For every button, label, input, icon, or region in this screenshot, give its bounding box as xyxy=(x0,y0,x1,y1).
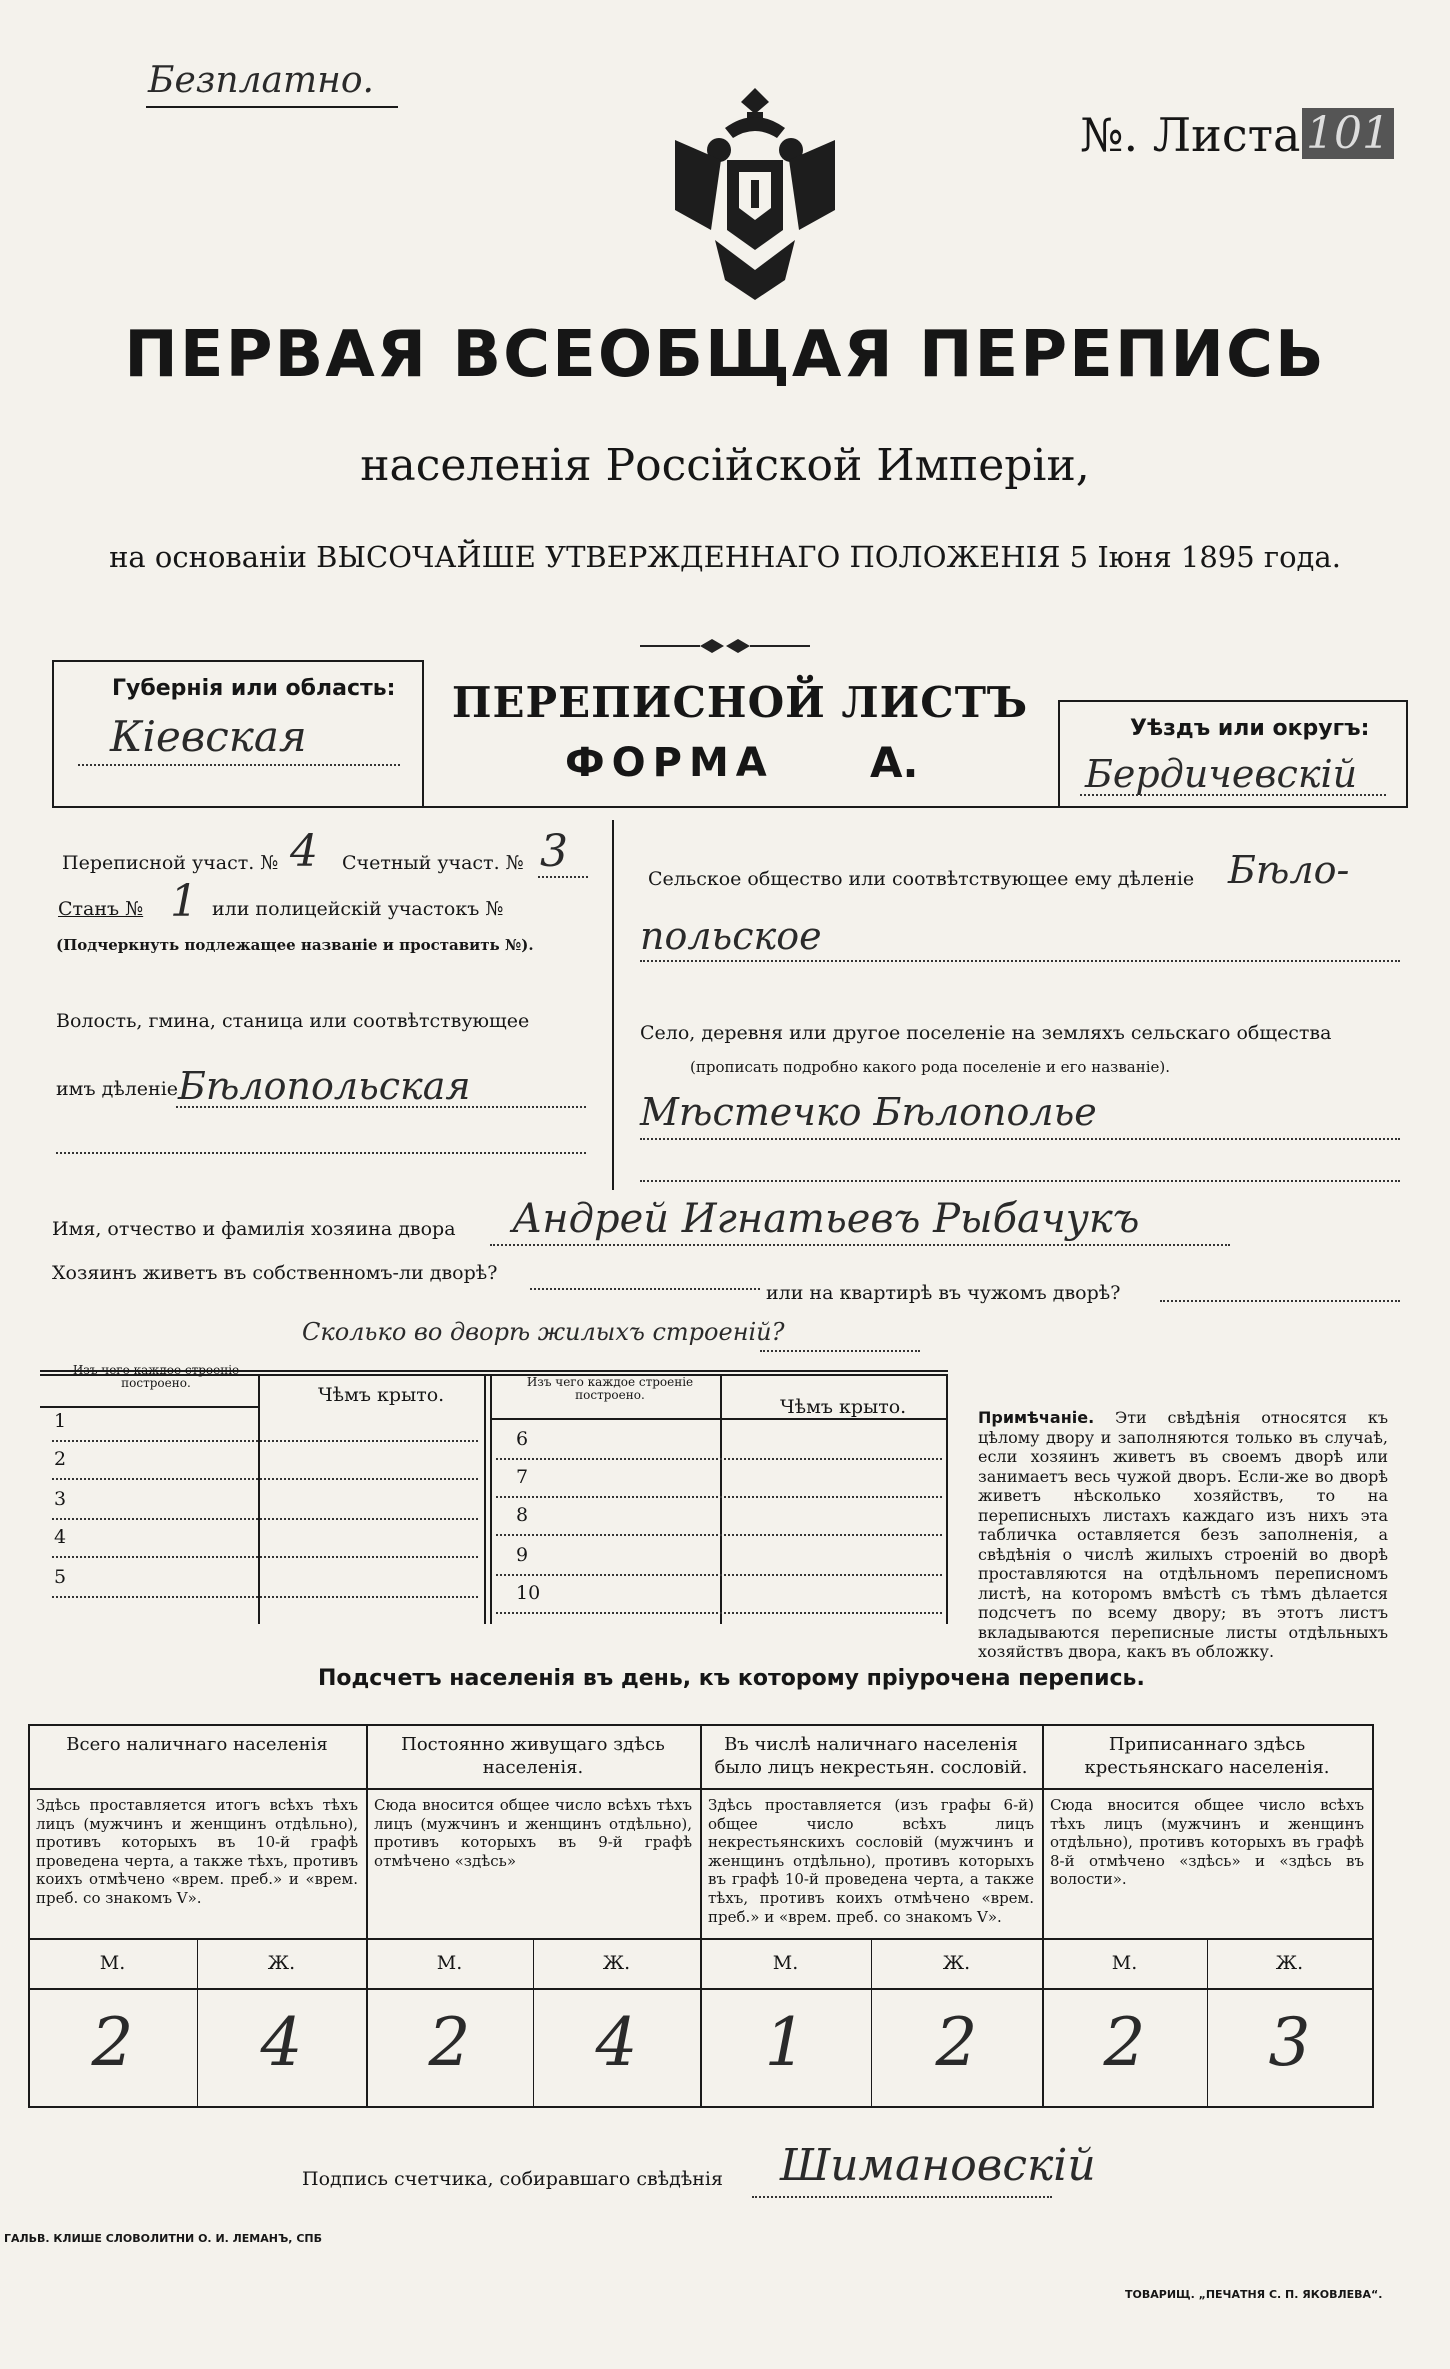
stan-value: 1 xyxy=(170,876,198,927)
remark-title: Примѣчаніе. xyxy=(978,1408,1095,1427)
society-label: Сельское общество или соотвѣтствующее ему дѣленіе xyxy=(648,868,1195,890)
buildings-head-rule-right xyxy=(490,1418,946,1420)
village-rule xyxy=(640,1138,1400,1140)
building-row-number: 2 xyxy=(54,1448,67,1470)
double-headed-eagle-emblem xyxy=(655,80,855,310)
col-roofed-right: Чѣмъ крыто. xyxy=(780,1396,907,1418)
building-row-rule xyxy=(496,1496,942,1498)
pop-zh-value: 4 xyxy=(595,2004,638,2081)
sheet-number-value: 101 xyxy=(1302,108,1394,159)
pop-bottom-rule xyxy=(28,2106,1374,2108)
buildings-head-rule-left xyxy=(40,1406,258,1408)
building-row-rule xyxy=(52,1596,478,1598)
buildings-label: Сколько во дворѣ жилыхъ строеній? xyxy=(302,1318,785,1346)
box-left-edge xyxy=(52,660,54,808)
box-bottom-rule xyxy=(52,806,1407,808)
remark-text: Эти свѣдѣнія относятся къ цѣлому двору и заполняются только въ случаѣ, если хозяинъ живетъ въ своемъ дворѣ или занимаетъ весь чужой дворъ. Если-же во дворѣ живетъ нѣсколько хозяйствъ, то на переписныхъ листахъ каждаго изъ нихъ эта табличка оставляется безъ заполненія, а свѣдѣнія о числѣ жилыхъ строеній во дворѣ проставляются на отдѣльномъ переписномъ листѣ, на которомъ вмѣстѣ съ тѣмъ дѣлается подсчетъ по всему двору; въ этотъ листъ вкладываются переписные листы отдѣльныхъ хозяйствъ двора, какъ въ обложку. xyxy=(978,1408,1388,1662)
box-right-top xyxy=(1058,700,1408,702)
or-rented-rule xyxy=(1160,1300,1400,1302)
remark xyxy=(978,1408,1388,1662)
pop-col-header: Всего наличнаго населенія xyxy=(66,1734,328,1755)
guberniya-rule xyxy=(78,764,400,766)
col-built-of-right: Изъ чего каждое строеніе построено. xyxy=(526,1375,694,1403)
pop-m-value: 2 xyxy=(428,2004,471,2081)
buildings-rule xyxy=(760,1350,920,1352)
census-area-label: Переписной участ. № xyxy=(62,852,279,874)
volost-value: Бѣлопольская xyxy=(178,1064,471,1108)
volost-rule xyxy=(176,1106,586,1108)
building-row-number: 1 xyxy=(54,1410,67,1432)
pop-zh-value: 2 xyxy=(935,2004,978,2081)
box-left-right xyxy=(422,660,424,808)
building-row-rule xyxy=(52,1440,478,1442)
police-label: или полицейскій участокъ № xyxy=(212,898,504,920)
pop-col-rule xyxy=(1372,1724,1374,2106)
building-row-number: 10 xyxy=(516,1582,541,1604)
building-row-number: 6 xyxy=(516,1428,529,1450)
form-title: ПЕРЕПИСНОЙ ЛИСТЪ xyxy=(451,678,1029,727)
uezd-rule xyxy=(1080,794,1386,796)
signature-rule xyxy=(752,2196,1052,2198)
printer-right: ТОВАРИЩ. „ПЕЧАТНЯ С. П. ЯКОВЛЕВА“. xyxy=(1125,2288,1383,2301)
box-right-right xyxy=(1406,700,1408,808)
count-area-value: 3 xyxy=(540,826,568,877)
building-row-rule xyxy=(496,1612,942,1614)
printer-left: ГАЛЬВ. КЛИШЕ СЛОВОЛИТНИ О. И. ЛЕМАНЪ, СПБ xyxy=(4,2232,322,2245)
stan-label: Станъ № xyxy=(58,898,144,920)
signature-label: Подпись счетчика, собиравшаго свѣдѣнія xyxy=(302,2168,723,2190)
sheet-number-label: №. Листа xyxy=(1080,108,1301,162)
uezd-label: Уѣздъ или округъ: xyxy=(1130,716,1370,741)
pop-m-value: 1 xyxy=(764,2004,807,2081)
owner-rule xyxy=(490,1244,1230,1246)
volost-rule-2 xyxy=(56,1152,586,1154)
free-underline xyxy=(146,106,398,108)
village-value: Мѣстечко Бѣлополье xyxy=(640,1090,1097,1134)
building-row-number: 4 xyxy=(54,1526,67,1548)
ornament-divider xyxy=(640,636,810,656)
village-label: Село, деревня или другое поселеніе на земляхъ сельскаго общества xyxy=(640,1022,1332,1044)
building-row-number: 8 xyxy=(516,1504,529,1526)
building-row-rule xyxy=(496,1574,942,1576)
pop-zh-label: Ж. xyxy=(1275,1952,1304,1974)
pop-m-label: М. xyxy=(99,1952,126,1974)
pop-col-description: Здѣсь проставляется (изъ графы 6-й) общее число всѣхъ лицъ некрестьянскихъ сословій (мужчинъ и женщинъ отдѣльно), противъ которыхъ въ графѣ 10-й проведена черта, а также тѣхъ, противъ коихъ отмѣчено «врем. преб.» и «врем. преб. со знакомъ V». xyxy=(708,1796,1034,1926)
pop-col-header: Въ числѣ наличнаго населенія было лицъ некрестьян. сословій. xyxy=(714,1734,1028,1778)
form-label: ФОРМА xyxy=(565,740,774,786)
or-rented-label: или на квартирѣ въ чужомъ дворѣ? xyxy=(766,1282,1121,1304)
uezd-value: Бердичевскій xyxy=(1085,752,1358,796)
building-row-number: 9 xyxy=(516,1544,529,1566)
pop-m-value: 2 xyxy=(91,2004,134,2081)
volost-label-2: имъ дѣленіе xyxy=(56,1078,179,1100)
society-value-1: Бѣло- xyxy=(1228,848,1350,892)
col-roofed-left: Чѣмъ крыто. xyxy=(318,1384,445,1406)
society-rule xyxy=(640,960,1400,962)
lives-rule xyxy=(530,1288,760,1290)
buildings-col-4 xyxy=(946,1374,948,1624)
building-row-rule xyxy=(52,1556,478,1558)
village-rule-2 xyxy=(640,1180,1400,1182)
building-row-rule xyxy=(52,1518,478,1520)
guberniya-value: Кіевская xyxy=(110,712,307,761)
village-note: (прописать подробно какого рода поселеніе и его названіе). xyxy=(690,1058,1170,1076)
building-row-rule xyxy=(496,1534,942,1536)
volost-label: Волость, гмина, станица или соотвѣтствующее xyxy=(56,1010,530,1032)
pop-zh-label: Ж. xyxy=(267,1952,296,1974)
pop-col-header: Приписаннаго здѣсь крестьянскаго населенія. xyxy=(1084,1734,1330,1778)
col-built-of-left: Изъ чего каждое строеніе построено. xyxy=(72,1363,240,1391)
pop-zh-value: 3 xyxy=(1268,2004,1311,2081)
district-divider xyxy=(612,820,614,1190)
population-title: Подсчетъ населенія въ день, къ которому пріурочена перепись. xyxy=(318,1666,1145,1691)
district-note: (Подчеркнуть подлежащее названіе и проставить №). xyxy=(56,936,534,954)
legal-basis: на основаніи ВЫСОЧАЙШЕ УТВЕРЖДЕННАГО ПОЛОЖЕНІЯ 5 Іюня 1895 года. xyxy=(109,540,1341,574)
pop-zh-value: 4 xyxy=(260,2004,303,2081)
pop-col-header: Постоянно живущаго здѣсь населенія. xyxy=(401,1734,665,1778)
box-left-top xyxy=(52,660,422,662)
pop-m-label: М. xyxy=(436,1952,463,1974)
guberniya-label: Губернія или область: xyxy=(112,676,396,701)
owner-label: Имя, отчество и фамилія хозяина двора xyxy=(52,1218,456,1240)
count-area-label: Счетный участ. № xyxy=(342,852,524,874)
form-letter: А. xyxy=(870,738,919,787)
main-subtitle: населенія Россійской Имперіи, xyxy=(360,440,1090,491)
pop-col-description: Здѣсь проставляется итогъ всѣхъ тѣхъ лицъ (мужчинъ и женщинъ отдѣльно), противъ которыхъ въ 10-й графѣ проведена черта, а также тѣхъ, противъ коихъ отмѣчено «врем. преб.» и «врем. преб. со знакомъ V». xyxy=(36,1796,358,1907)
buildings-col-3 xyxy=(720,1374,722,1624)
main-title: ПЕРВАЯ ВСЕОБЩАЯ ПЕРЕПИСЬ xyxy=(124,318,1326,392)
pop-zh-label: Ж. xyxy=(602,1952,631,1974)
free-label: Безплатно. xyxy=(148,60,374,101)
buildings-col-1 xyxy=(258,1374,260,1624)
society-value-2: польское xyxy=(640,914,822,958)
building-row-number: 5 xyxy=(54,1566,67,1588)
pop-col-description: Сюда вносится общее число всѣхъ тѣхъ лицъ (мужчинъ и женщинъ отдѣльно), противъ которыхъ въ графѣ 8-й отмѣчено «здѣсь» и «здѣсь въ волости». xyxy=(1050,1796,1364,1889)
signature-value: Шимановскій xyxy=(780,2140,1096,2191)
building-row-rule xyxy=(496,1458,942,1460)
owner-value: Андрей Игнатьевъ Рыбачукъ xyxy=(512,1196,1140,1242)
pop-col-description: Сюда вносится общее число всѣхъ тѣхъ лицъ (мужчинъ и женщинъ отдѣльно), противъ которыхъ въ 9-й графѣ отмѣчено «здѣсь» xyxy=(374,1796,692,1870)
count-area-rule xyxy=(538,876,588,878)
box-right-edge xyxy=(1058,700,1060,808)
building-row-rule xyxy=(52,1478,478,1480)
buildings-col-2 xyxy=(484,1374,486,1624)
buildings-col-2b xyxy=(490,1374,492,1624)
pop-zh-label: Ж. xyxy=(942,1952,971,1974)
lives-label: Хозяинъ живетъ въ собственномъ-ли дворѣ? xyxy=(52,1262,498,1284)
pop-m-value: 2 xyxy=(1103,2004,1146,2081)
pop-m-label: М. xyxy=(772,1952,799,1974)
pop-m-label: М. xyxy=(1111,1952,1138,1974)
census-area-value: 4 xyxy=(290,826,318,877)
building-row-number: 3 xyxy=(54,1488,67,1510)
building-row-number: 7 xyxy=(516,1466,529,1488)
